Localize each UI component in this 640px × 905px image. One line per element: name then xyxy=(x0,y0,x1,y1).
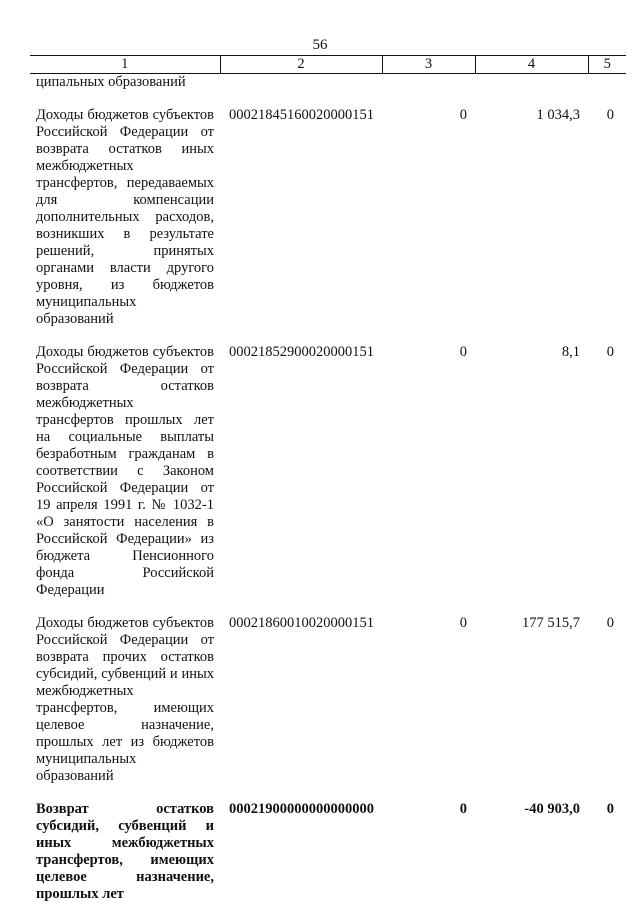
row-description: Доходы бюджетов субъектов Российской Федерации от возврата остатков межбюджетных трансфертов прошлых лет на социальные выплаты безработным гражданам в соответствии с Законом Российской Федерации от 19 апреля 1991 г. № 1032-1 «О занятости населения в Российской Федерации» из бюджета Пенсионного фонда Российской Федерации xyxy=(36,344,214,598)
table-row-total xyxy=(30,801,626,903)
row-col5: 0 xyxy=(606,801,614,817)
row-col3: 0 xyxy=(459,107,467,123)
row-col5: 0 xyxy=(606,615,614,631)
row-col3: 0 xyxy=(459,344,467,360)
table-row xyxy=(30,344,626,599)
row-col4: -40 903,0 xyxy=(524,801,580,817)
row-description: Возврат остатков субсидий, субвенций и иных межбюджетных трансфертов, имеющих целевое назначение, прошлых лет xyxy=(36,801,214,902)
continuation-row xyxy=(30,74,626,92)
row-col4: 177 515,7 xyxy=(522,615,580,631)
row-col4: 8,1 xyxy=(561,344,580,360)
row-code: 00021900000000000000 xyxy=(229,801,374,817)
table-header xyxy=(30,56,626,74)
row-code: 00021852900020000151 xyxy=(229,344,374,360)
table-row xyxy=(30,615,626,785)
row-col5: 0 xyxy=(606,107,614,123)
row-code: 00021845160020000151 xyxy=(229,107,374,123)
header-col-1: 1 xyxy=(30,56,220,74)
budget-table xyxy=(30,55,626,903)
header-row xyxy=(30,56,626,74)
header-col-3: 3 xyxy=(382,56,475,74)
page-number: 56 xyxy=(312,37,328,53)
continuation-text: ципальных образований xyxy=(36,74,186,90)
row-code: 00021860010020000151 xyxy=(229,615,374,631)
row-col3: 0 xyxy=(459,801,467,817)
header-col-5: 5 xyxy=(588,56,626,74)
row-col3: 0 xyxy=(459,615,467,631)
row-col4: 1 034,3 xyxy=(536,107,580,123)
row-description: Доходы бюджетов субъектов Российской Федерации от возврата остатков иных межбюджетных трансфертов, передаваемых для компенсации дополнительных расходов, возникших в результате решений, принятых органами власти другого уровня, из бюджетов муниципальных образований xyxy=(36,107,214,327)
header-col-2: 2 xyxy=(220,56,382,74)
row-description: Доходы бюджетов субъектов Российской Федерации от возврата прочих остатков субсидий, субвенций и иных межбюджетных трансфертов, имеющих целевое назначение, прошлых лет из бюджетов муниципальных образований xyxy=(36,615,214,784)
table-row xyxy=(30,107,626,328)
row-col5: 0 xyxy=(606,344,614,360)
header-col-4: 4 xyxy=(475,56,588,74)
